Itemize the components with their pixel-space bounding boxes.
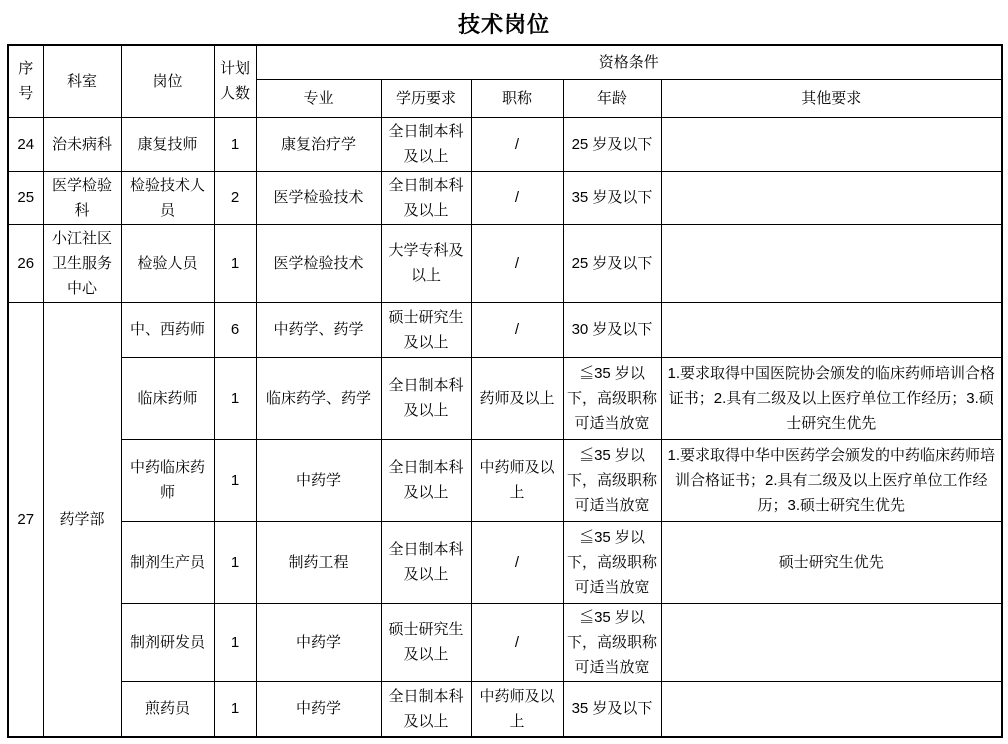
table-row xyxy=(8,171,1002,224)
table-row xyxy=(8,117,1002,171)
cell-prof-title: / xyxy=(471,603,563,681)
cell-prof-title: / xyxy=(471,171,563,224)
header-row-1 xyxy=(8,45,1002,79)
positions-table xyxy=(7,44,1003,738)
cell-major: 医学检验技术 xyxy=(256,171,381,224)
cell-count: 2 xyxy=(214,171,256,224)
cell-post: 中药临床药师 xyxy=(121,439,214,521)
cell-prof-title: 中药师及以上 xyxy=(471,681,563,737)
cell-post: 中、西药师 xyxy=(121,302,214,357)
cell-major: 中药学 xyxy=(256,681,381,737)
cell-count: 1 xyxy=(214,224,256,302)
cell-other xyxy=(661,171,1002,224)
cell-dept: 治未病科 xyxy=(43,117,121,171)
cell-other xyxy=(661,302,1002,357)
cell-education: 全日制本科及以上 xyxy=(381,681,471,737)
cell-other xyxy=(661,117,1002,171)
table-row xyxy=(8,521,1002,603)
cell-education: 硕士研究生及以上 xyxy=(381,302,471,357)
cell-post: 检验技术人员 xyxy=(121,171,214,224)
cell-education: 大学专科及以上 xyxy=(381,224,471,302)
cell-other xyxy=(661,603,1002,681)
cell-post: 康复技师 xyxy=(121,117,214,171)
cell-education: 全日制本科及以上 xyxy=(381,439,471,521)
cell-education: 全日制本科及以上 xyxy=(381,171,471,224)
cell-major: 中药学 xyxy=(256,603,381,681)
col-header-other: 其他要求 xyxy=(661,79,1002,117)
cell-other: 1.要求取得中国医院协会颁发的临床药师培训合格证书；2.具有二级及以上医疗单位工作经历；3.硕士研究生优先 xyxy=(661,357,1002,439)
table-row xyxy=(8,302,1002,357)
cell-major: 制药工程 xyxy=(256,521,381,603)
table-row xyxy=(8,681,1002,737)
cell-count: 1 xyxy=(214,603,256,681)
cell-no: 24 xyxy=(8,117,43,171)
col-header-major: 专业 xyxy=(256,79,381,117)
cell-age: 25 岁及以下 xyxy=(563,117,661,171)
cell-education: 全日制本科及以上 xyxy=(381,357,471,439)
cell-post: 检验人员 xyxy=(121,224,214,302)
cell-count: 6 xyxy=(214,302,256,357)
cell-other: 1.要求取得中华中医药学会颁发的中药临床药师培训合格证书；2.具有二级及以上医疗单位工作经历；3.硕士研究生优先 xyxy=(661,439,1002,521)
cell-age: 35 岁及以下 xyxy=(563,681,661,737)
cell-no: 27 xyxy=(8,302,43,737)
cell-count: 1 xyxy=(214,117,256,171)
cell-count: 1 xyxy=(214,439,256,521)
cell-no: 26 xyxy=(8,224,43,302)
cell-count: 1 xyxy=(214,357,256,439)
table-row xyxy=(8,603,1002,681)
cell-dept: 药学部 xyxy=(43,302,121,737)
cell-prof-title: 中药师及以上 xyxy=(471,439,563,521)
cell-age: 35 岁及以下 xyxy=(563,171,661,224)
cell-prof-title: / xyxy=(471,302,563,357)
cell-major: 中药学 xyxy=(256,439,381,521)
table-row xyxy=(8,439,1002,521)
cell-no: 25 xyxy=(8,171,43,224)
col-header-post: 岗位 xyxy=(121,45,214,117)
cell-other: 硕士研究生优先 xyxy=(661,521,1002,603)
col-header-prof-title: 职称 xyxy=(471,79,563,117)
table-row xyxy=(8,224,1002,302)
cell-major: 临床药学、药学 xyxy=(256,357,381,439)
col-header-no: 序号 xyxy=(8,45,43,117)
cell-post: 煎药员 xyxy=(121,681,214,737)
cell-education: 全日制本科及以上 xyxy=(381,521,471,603)
cell-major: 中药学、药学 xyxy=(256,302,381,357)
cell-prof-title: 药师及以上 xyxy=(471,357,563,439)
cell-dept: 医学检验科 xyxy=(43,171,121,224)
cell-post: 临床药师 xyxy=(121,357,214,439)
cell-major: 康复治疗学 xyxy=(256,117,381,171)
cell-age: ≦35 岁以下，高级职称可适当放宽 xyxy=(563,357,661,439)
cell-education: 硕士研究生及以上 xyxy=(381,603,471,681)
col-header-age: 年龄 xyxy=(563,79,661,117)
cell-count: 1 xyxy=(214,521,256,603)
cell-age: 30 岁及以下 xyxy=(563,302,661,357)
cell-age: ≦35 岁以下，高级职称可适当放宽 xyxy=(563,521,661,603)
cell-prof-title: / xyxy=(471,521,563,603)
col-header-education: 学历要求 xyxy=(381,79,471,117)
cell-age: ≦35 岁以下，高级职称可适当放宽 xyxy=(563,439,661,521)
cell-other xyxy=(661,681,1002,737)
cell-other xyxy=(661,224,1002,302)
cell-major: 医学检验技术 xyxy=(256,224,381,302)
cell-count: 1 xyxy=(214,681,256,737)
cell-post: 制剂研发员 xyxy=(121,603,214,681)
page-title: 技术岗位 xyxy=(457,12,550,37)
cell-prof-title: / xyxy=(471,117,563,171)
col-header-qualification: 资格条件 xyxy=(256,45,1002,79)
col-header-count: 计划人数 xyxy=(214,45,256,117)
cell-prof-title: / xyxy=(471,224,563,302)
cell-age: ≦35 岁以下，高级职称可适当放宽 xyxy=(563,603,661,681)
cell-education: 全日制本科及以上 xyxy=(381,117,471,171)
cell-dept: 小江社区卫生服务中心 xyxy=(43,224,121,302)
cell-post: 制剂生产员 xyxy=(121,521,214,603)
cell-age: 25 岁及以下 xyxy=(563,224,661,302)
col-header-dept: 科室 xyxy=(43,45,121,117)
table-row xyxy=(8,357,1002,439)
